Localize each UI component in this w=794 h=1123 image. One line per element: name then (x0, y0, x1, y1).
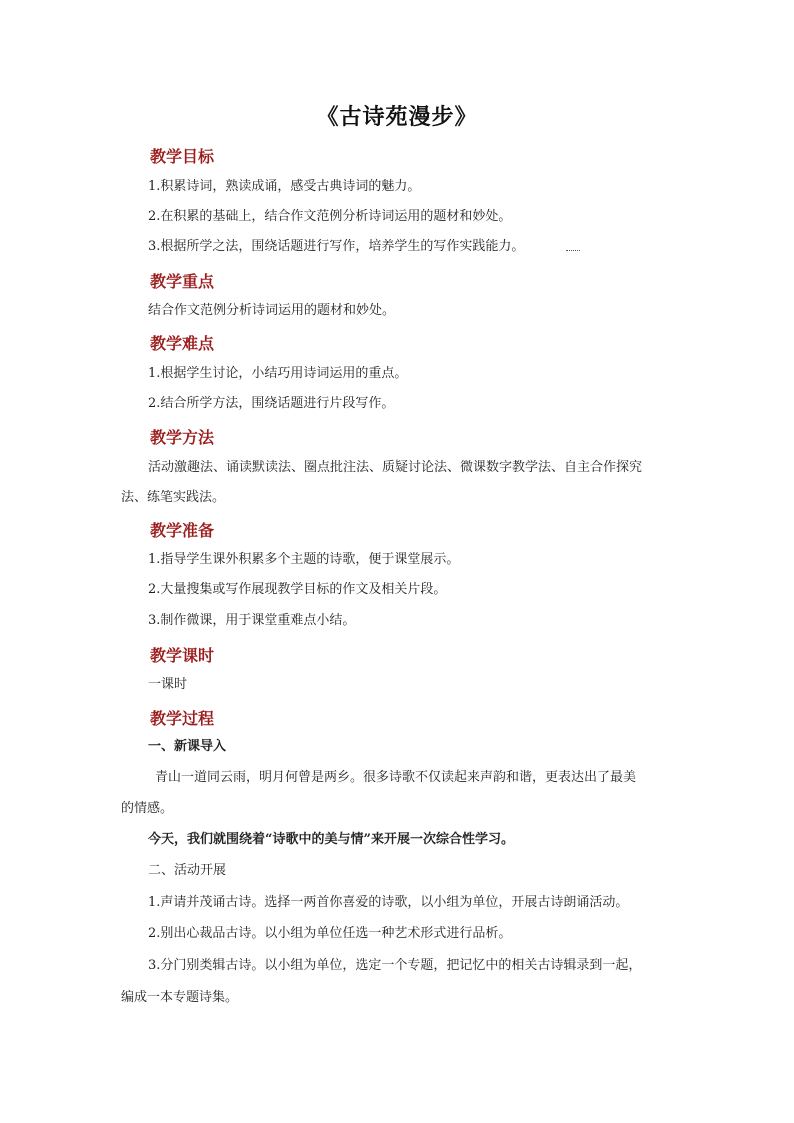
preparation-item: 1.指导学生课外积累多个主题的诗歌，便于课堂展示。 (148, 552, 460, 567)
goal-item: 3.根据所学之法，围绕话题进行写作，培养学生的写作实践能力。 (148, 239, 525, 254)
subheading-activities: 二、活动开展 (148, 863, 227, 878)
document-title: 《古诗苑漫步》 (316, 104, 478, 130)
heading-preparation: 教学准备 (150, 521, 215, 540)
activity-item: 3.分门别类辑古诗。以小组为单位，选定一个专题，把记忆中的相关古诗辑录到一起， (148, 958, 642, 973)
goal-item: 2.在积累的基础上，结合作文范例分析诗词运用的题材和妙处。 (148, 209, 512, 224)
activity-item: 1.声请并茂诵古诗。选择一两首你喜爱的诗歌，以小组为单位，开展古诗朗诵活动。 (148, 895, 629, 910)
difficulty-item: 2.结合所学方法，围绕话题进行片段写作。 (148, 396, 395, 411)
activity-item: 2.别出心裁品古诗。以小组为单位任选一种艺术形式进行品析。 (148, 926, 512, 941)
key-points-text: 结合作文范例分析诗词运用的题材和妙处。 (148, 303, 396, 318)
difficulty-item: 1.根据学生讨论，小结巧用诗词运用的重点。 (148, 366, 408, 381)
methods-text-line-1: 活动激趣法、诵读默读法、圈点批注法、质疑讨论法、微课数字教学法、自主合作探究 (148, 460, 643, 475)
intro-text-line-1: 青山一道同云雨，明月何曾是两乡。很多诗歌不仅读起来声韵和谐，更表达出了最美 (155, 770, 637, 785)
heading-methods: 教学方法 (150, 428, 215, 447)
today-text: 今天，我们就围绕着“诗歌中的美与情”来开展一次综合性学习。 (148, 832, 514, 847)
preparation-item: 2.大量搜集或写作展现教学目标的作文及相关片段。 (148, 582, 447, 597)
dotted-mark (566, 248, 580, 251)
activity-item-continued: 编成一本专题诗集。 (121, 990, 239, 1005)
periods-text: 一课时 (148, 677, 188, 692)
goal-item: 1.积累诗词，熟读成诵，感受古典诗词的魅力。 (148, 179, 421, 194)
heading-difficulties: 教学难点 (150, 334, 215, 353)
intro-text-line-2: 的情感。 (121, 801, 174, 816)
subheading-new-lesson-intro: 一、新课导入 (148, 739, 227, 754)
heading-key-points: 教学重点 (150, 272, 215, 291)
preparation-item: 3.制作微课，用于课堂重难点小结。 (148, 613, 356, 628)
methods-text-line-2: 法、练笔实践法。 (121, 490, 226, 505)
heading-process: 教学过程 (150, 709, 215, 728)
heading-teaching-goals: 教学目标 (150, 147, 215, 166)
heading-class-periods: 教学课时 (150, 646, 215, 665)
